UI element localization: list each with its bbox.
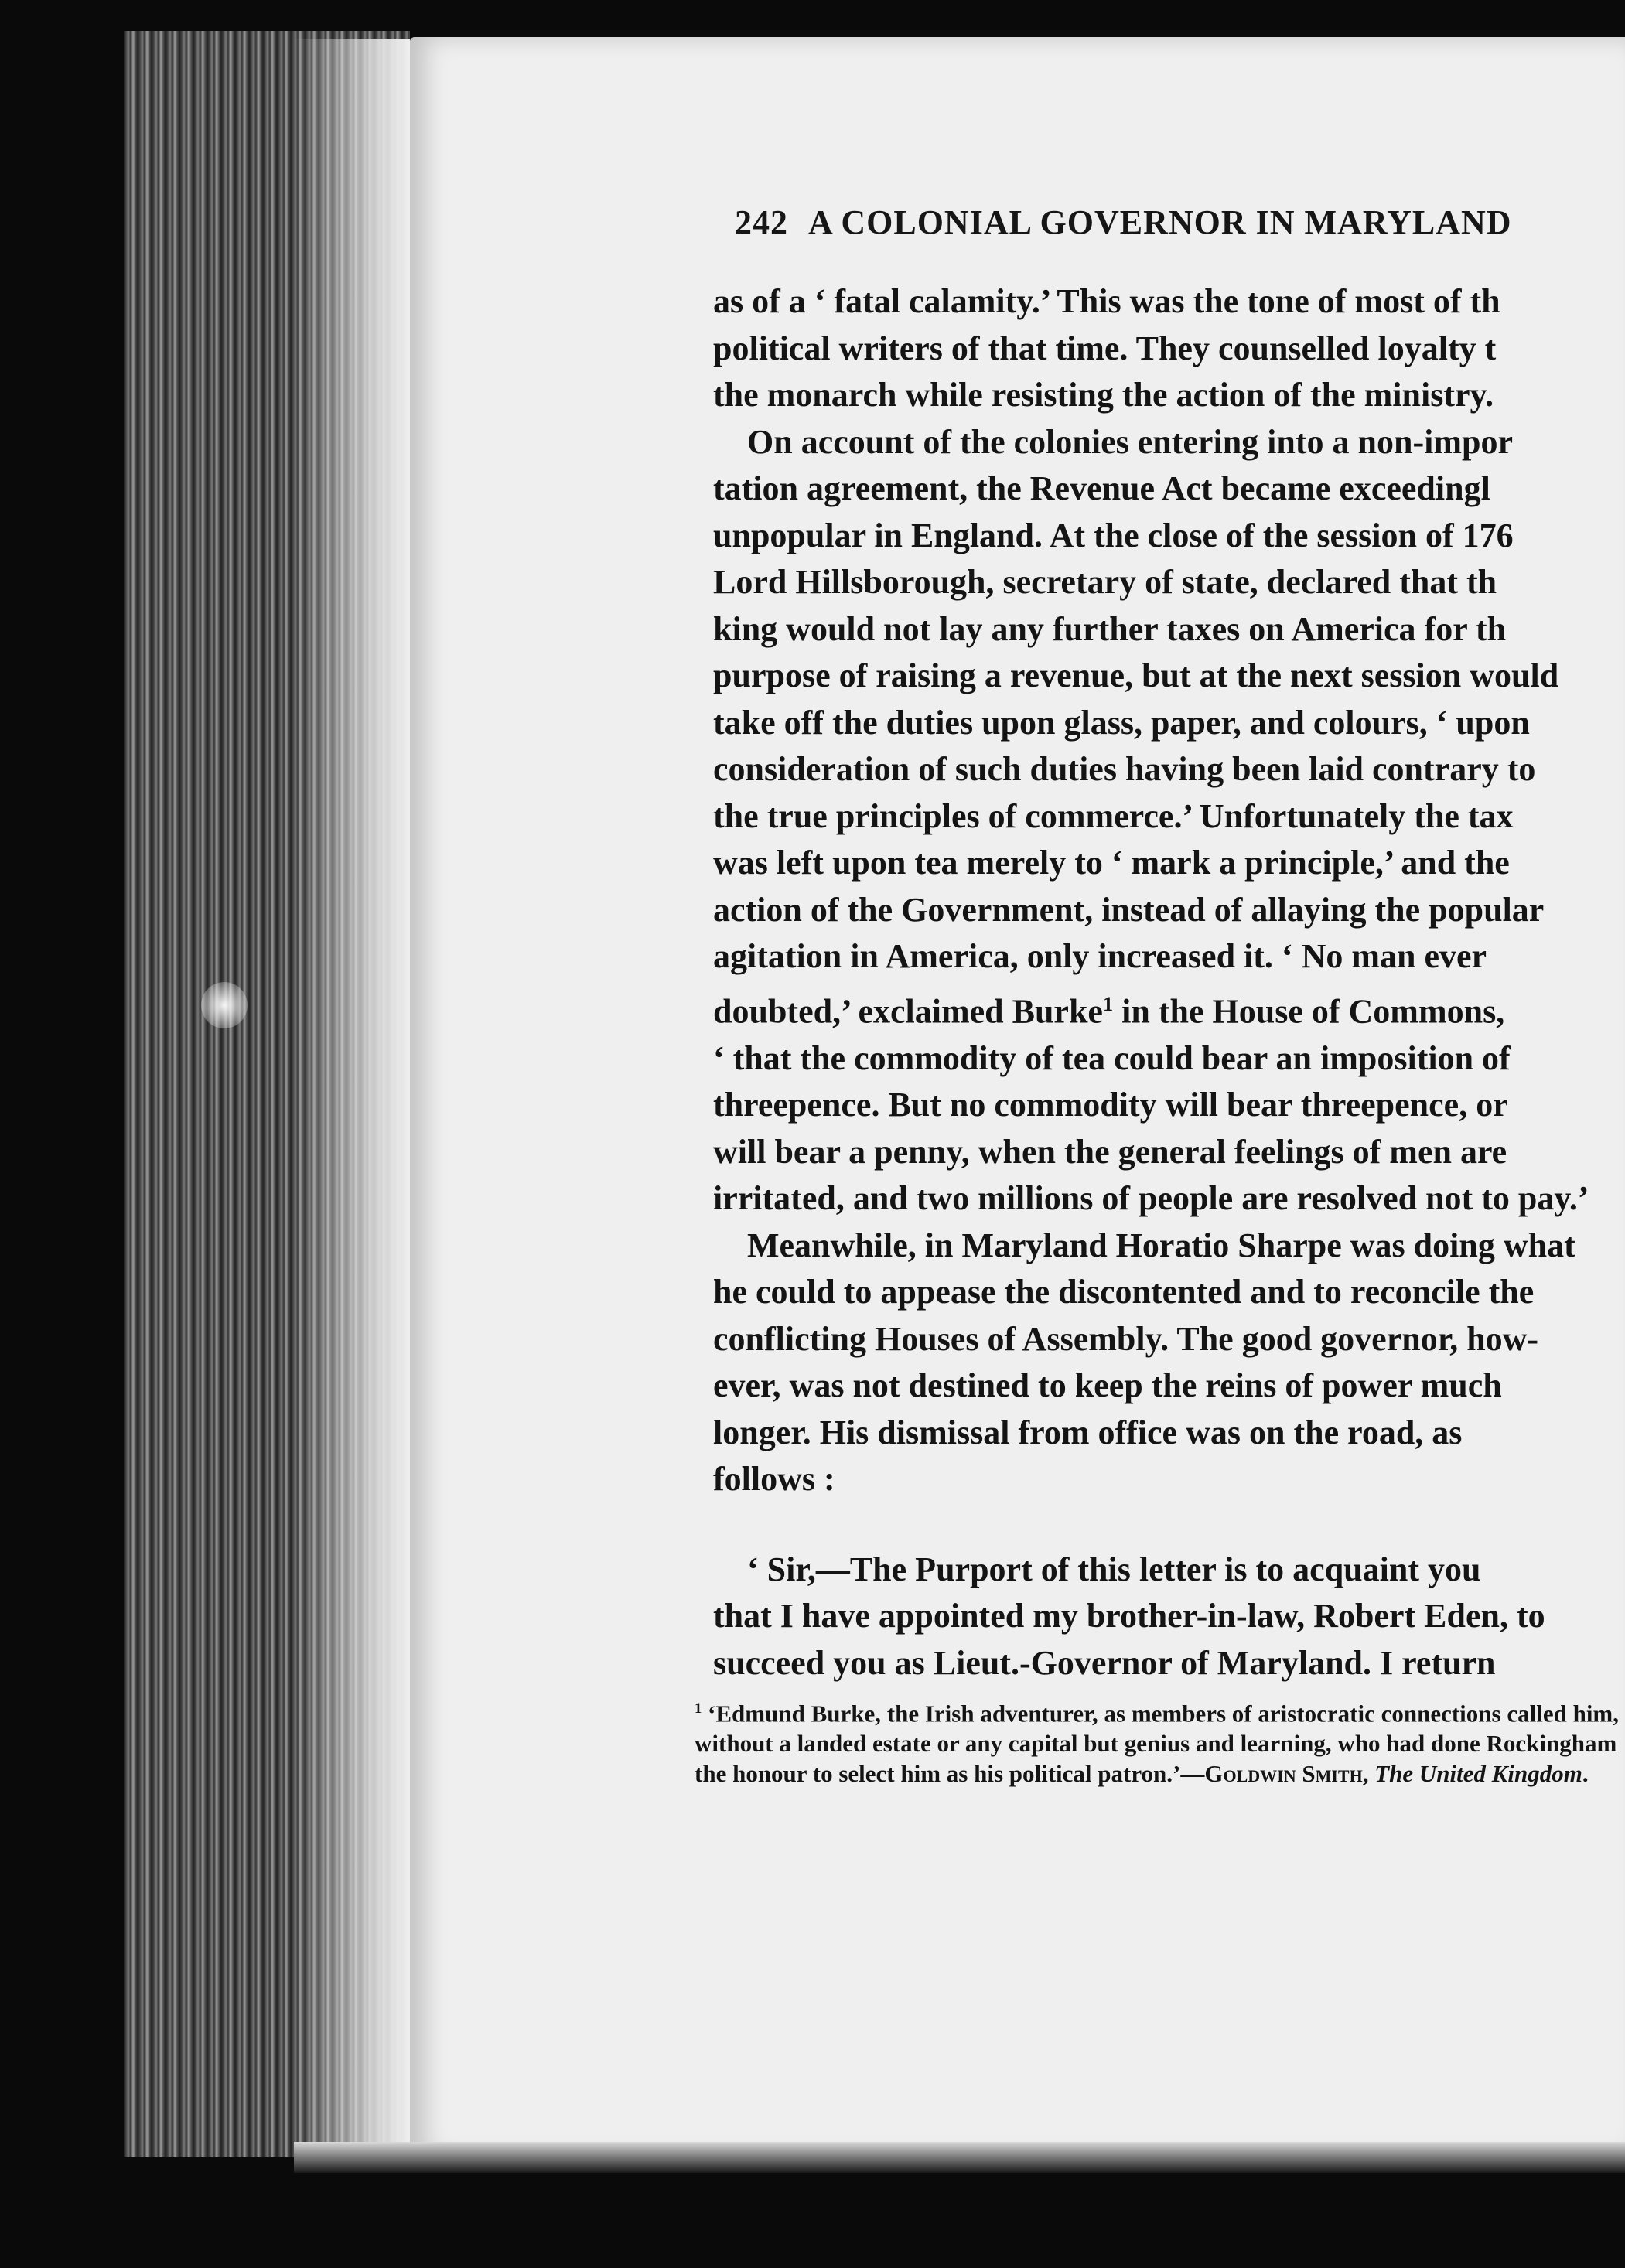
letter-line: ‘ Sir,—The Purport of this letter is to acquaint you — [747, 1550, 1481, 1588]
text-line: as of a ‘ fatal calamity.’ This was the tone of most of th — [713, 282, 1500, 320]
text-line: longer. His dismissal from office was on the road, as — [713, 1413, 1463, 1451]
text-line: purpose of raising a revenue, but at the next session would — [713, 657, 1559, 694]
text-line: follows : — [713, 1460, 835, 1499]
text-line: unpopular in England. At the close of the session of 176 — [713, 516, 1514, 554]
text-line: the true principles of commerce.’ Unfortunately the tax — [713, 796, 1514, 835]
running-title: A COLONIAL GOVERNOR IN MARYLAND — [808, 203, 1512, 241]
text-line: political writers of that time. They counselled loyalty t — [713, 329, 1497, 367]
text-line: king would not lay any further taxes on America for th — [713, 609, 1507, 648]
footnote: $^1$ ‘Edmund Burke, the Irish adventurer, as members of aristocratic connections called him, without a landed estate or any capital but genius and learning, who had done Rockingham the honour to select him as his political patron.’—Goldwin Smith, The United Kingdom. — [695, 1700, 1620, 1788]
letter-line: that I have appointed my brother-in-law, Robert Eden, to — [713, 1597, 1545, 1635]
footnote-end: . — [1582, 1760, 1589, 1788]
text-line: irritated, and two millions of people are resolved not to pay.’ — [713, 1179, 1589, 1218]
text-line: the monarch while resisting the action of the ministry. — [713, 376, 1494, 414]
letter-line: succeed you as Lieut.-Governor of Maryland. I return — [713, 1643, 1496, 1682]
running-head — [735, 203, 1624, 242]
text-line: will bear a penny, when the general feelings of men are — [713, 1132, 1507, 1171]
text-line: action of the Government, instead of allaying the popular — [713, 890, 1545, 929]
text-line: consideration of such duties having been laid contrary to — [713, 750, 1536, 788]
text-line: agitation in America, only increased it. ‘ No man ever — [713, 937, 1487, 975]
page-number: 242 — [735, 203, 788, 241]
text-line: take off the duties upon glass, paper, and colours, ‘ upon — [713, 703, 1530, 742]
burke-text-rest: in the House of Commons, — [1113, 992, 1505, 1031]
text-line: was left upon tea merely to ‘ mark a principle,’ and the — [713, 844, 1510, 882]
text-line: tation agreement, the Revenue Act became exceedingl — [713, 469, 1490, 507]
footnote-author: Goldwin Smith — [1204, 1760, 1363, 1788]
text-line: Lord Hillsborough, secretary of state, declared that th — [713, 563, 1497, 601]
text-line-burke — [713, 981, 1625, 1035]
glare-spot — [201, 982, 248, 1028]
text-line: he could to appease the discontented and to reconcile the — [713, 1273, 1535, 1311]
text-line: On account of the colonies entering into a non-impor — [747, 422, 1513, 461]
footnote-number: 1 — [695, 1700, 702, 1717]
paragraph-gap — [713, 1503, 1625, 1547]
footnote-text: ‘Edmund Burke, the Irish adventurer, as members of aristocratic connections called him, without a landed estate or any capital but genius and learning, who had done Rockingham the honour to select him as his political patron.’— — [695, 1700, 1620, 1788]
text-line: ‘ that the commodity of tea could bear an imposition of — [713, 1039, 1511, 1077]
burke-text: doubted,’ exclaimed Burke — [713, 992, 1103, 1031]
text-line: ever, was not destined to keep the reins of power much — [713, 1366, 1502, 1405]
text-line: threepence. But no commodity will bear threepence, or — [713, 1086, 1508, 1124]
book-edge-fade — [294, 39, 410, 2150]
footnote-work: The United Kingdom — [1374, 1760, 1582, 1788]
text-line: Meanwhile, in Maryland Horatio Sharpe was doing what — [747, 1226, 1575, 1264]
footnote-marker: 1 — [1102, 991, 1114, 1015]
page-bottom-edge — [294, 2142, 1625, 2173]
text-line: conflicting Houses of Assembly. The good governor, how- — [713, 1319, 1539, 1358]
body-text — [713, 278, 1625, 1825]
